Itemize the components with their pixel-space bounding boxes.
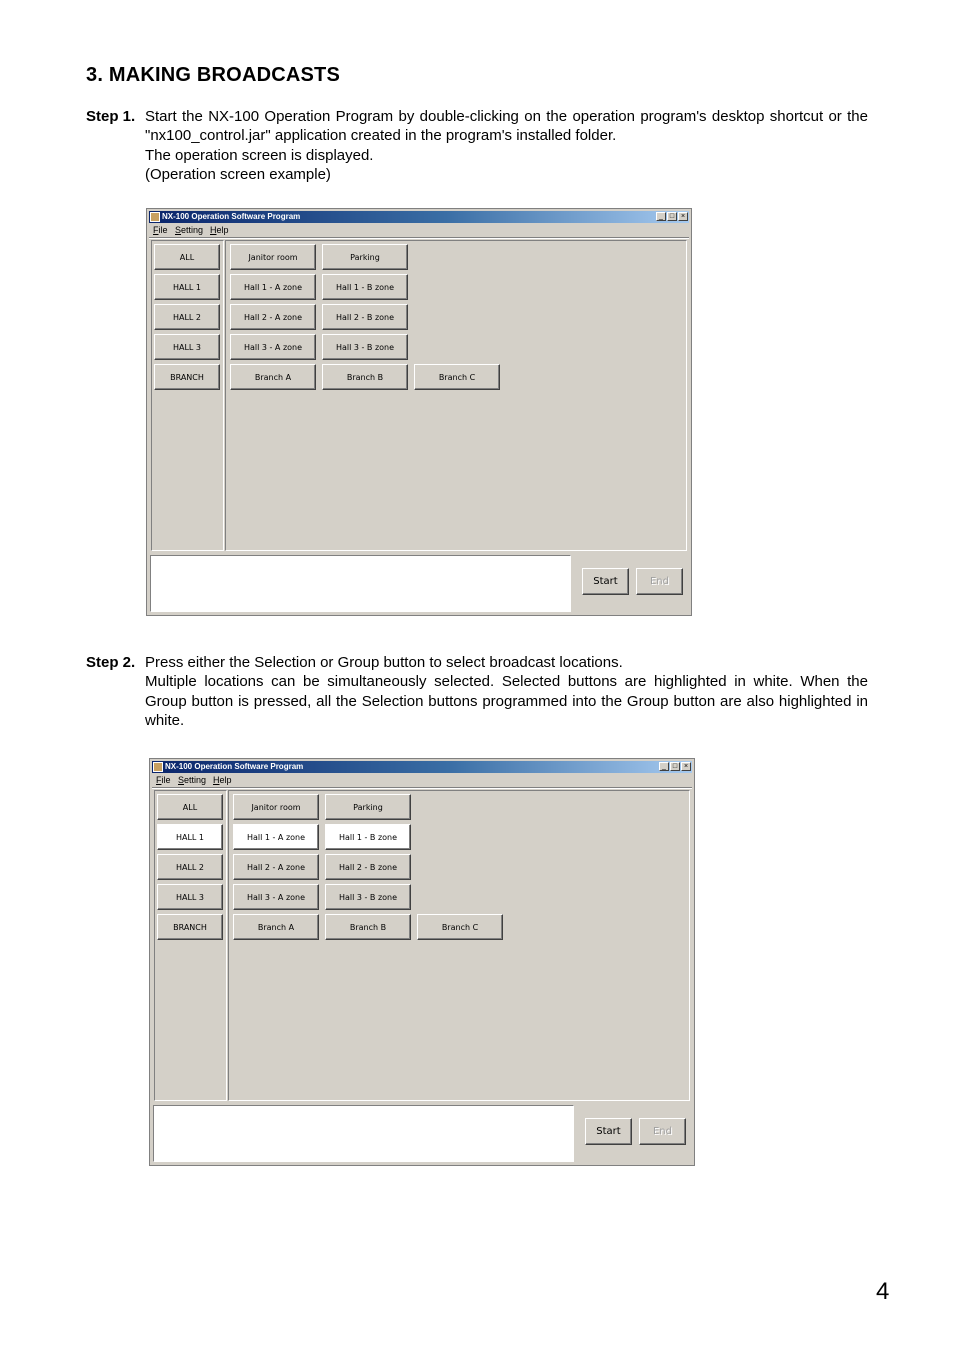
group-button[interactable]: HALL 1	[154, 274, 220, 300]
selection-button[interactable]: Hall 2 - A zone	[230, 304, 316, 330]
selection-button[interactable]: Branch A	[230, 364, 316, 390]
selection-button[interactable]: Parking	[325, 794, 411, 820]
title-bar[interactable]	[149, 211, 689, 223]
menu-bar	[149, 224, 689, 237]
minimize-icon[interactable]: _	[659, 762, 669, 771]
maximize-icon[interactable]: □	[667, 212, 677, 221]
group-button[interactable]: ALL	[154, 244, 220, 270]
window-title: NX-100 Operation Software Program	[165, 762, 304, 771]
selection-button[interactable]: Janitor room	[233, 794, 319, 820]
step-2-detail: Multiple locations can be simultaneously selected. Selected buttons are highlighted in white. When the Group button is pressed, all the Selection buttons programmed into the Group button are also highlighted in white.	[145, 673, 868, 729]
group-button[interactable]: HALL 2	[157, 854, 223, 880]
step-1-label: Step 1.	[86, 108, 136, 125]
section-title: 3. MAKING BROADCASTS	[86, 64, 341, 86]
group-button[interactable]: BRANCH	[157, 914, 223, 940]
step-2-text: Press either the Selection or Group button to select broadcast locations.	[145, 654, 623, 671]
close-icon[interactable]: ×	[678, 212, 688, 221]
selection-button[interactable]: Hall 2 - A zone	[233, 854, 319, 880]
step-1-caption: (Operation screen example)	[145, 165, 331, 183]
group-button[interactable]: HALL 2	[154, 304, 220, 330]
selection-button[interactable]: Branch C	[414, 364, 500, 390]
step-2	[86, 653, 868, 730]
title-bar[interactable]	[152, 761, 692, 773]
start-button[interactable]: Start	[585, 1118, 632, 1145]
step-1-result: The operation screen is displayed.	[145, 146, 374, 164]
selection-button[interactable]: Hall 1 - B zone	[325, 824, 411, 850]
group-button[interactable]: HALL 1	[157, 824, 223, 850]
menu-setting[interactable]: Setting	[175, 225, 204, 235]
group-button[interactable]: ALL	[157, 794, 223, 820]
menu-help[interactable]: Help	[213, 775, 232, 785]
group-button[interactable]: HALL 3	[154, 334, 220, 360]
selection-button[interactable]: Hall 1 - A zone	[233, 824, 319, 850]
selection-button[interactable]: Hall 1 - A zone	[230, 274, 316, 300]
menu-file[interactable]: File	[156, 775, 171, 785]
menu-divider	[152, 787, 692, 789]
maximize-icon[interactable]: □	[670, 762, 680, 771]
operation-window	[149, 758, 695, 1166]
menu-file[interactable]: File	[153, 225, 168, 235]
end-button[interactable]: End	[639, 1118, 686, 1145]
selection-button[interactable]: Branch B	[322, 364, 408, 390]
menu-help[interactable]: Help	[210, 225, 229, 235]
app-icon	[150, 212, 160, 222]
close-icon[interactable]: ×	[681, 762, 691, 771]
step-2-label: Step 2.	[86, 654, 136, 671]
selection-button[interactable]: Branch B	[325, 914, 411, 940]
message-box	[153, 1105, 574, 1162]
step-1-text: Start the NX-100 Operation Program by double-clicking on the operation program's desktop shortcut or the "nx100_control.jar" application created in the program's installed folder.	[145, 108, 868, 145]
selection-button[interactable]: Branch A	[233, 914, 319, 940]
operation-window	[146, 208, 692, 616]
page-number: 4	[876, 1278, 890, 1305]
group-button[interactable]: BRANCH	[154, 364, 220, 390]
menu-divider	[149, 237, 689, 239]
selection-button[interactable]: Hall 3 - B zone	[322, 334, 408, 360]
menu-bar	[152, 774, 692, 787]
message-box	[150, 555, 571, 612]
start-button[interactable]: Start	[582, 568, 629, 595]
selection-button[interactable]: Janitor room	[230, 244, 316, 270]
selection-button[interactable]: Hall 1 - B zone	[322, 274, 408, 300]
selection-button[interactable]: Hall 2 - B zone	[322, 304, 408, 330]
app-icon	[153, 762, 163, 772]
selection-button[interactable]: Hall 3 - B zone	[325, 884, 411, 910]
selection-button[interactable]: Parking	[322, 244, 408, 270]
selection-button[interactable]: Hall 2 - B zone	[325, 854, 411, 880]
selection-button[interactable]: Hall 3 - A zone	[230, 334, 316, 360]
end-button[interactable]: End	[636, 568, 683, 595]
group-button[interactable]: HALL 3	[157, 884, 223, 910]
selection-button[interactable]: Branch C	[417, 914, 503, 940]
minimize-icon[interactable]: _	[656, 212, 666, 221]
window-title: NX-100 Operation Software Program	[162, 212, 301, 221]
step-1	[86, 107, 868, 184]
selection-button[interactable]: Hall 3 - A zone	[233, 884, 319, 910]
menu-setting[interactable]: Setting	[178, 775, 207, 785]
